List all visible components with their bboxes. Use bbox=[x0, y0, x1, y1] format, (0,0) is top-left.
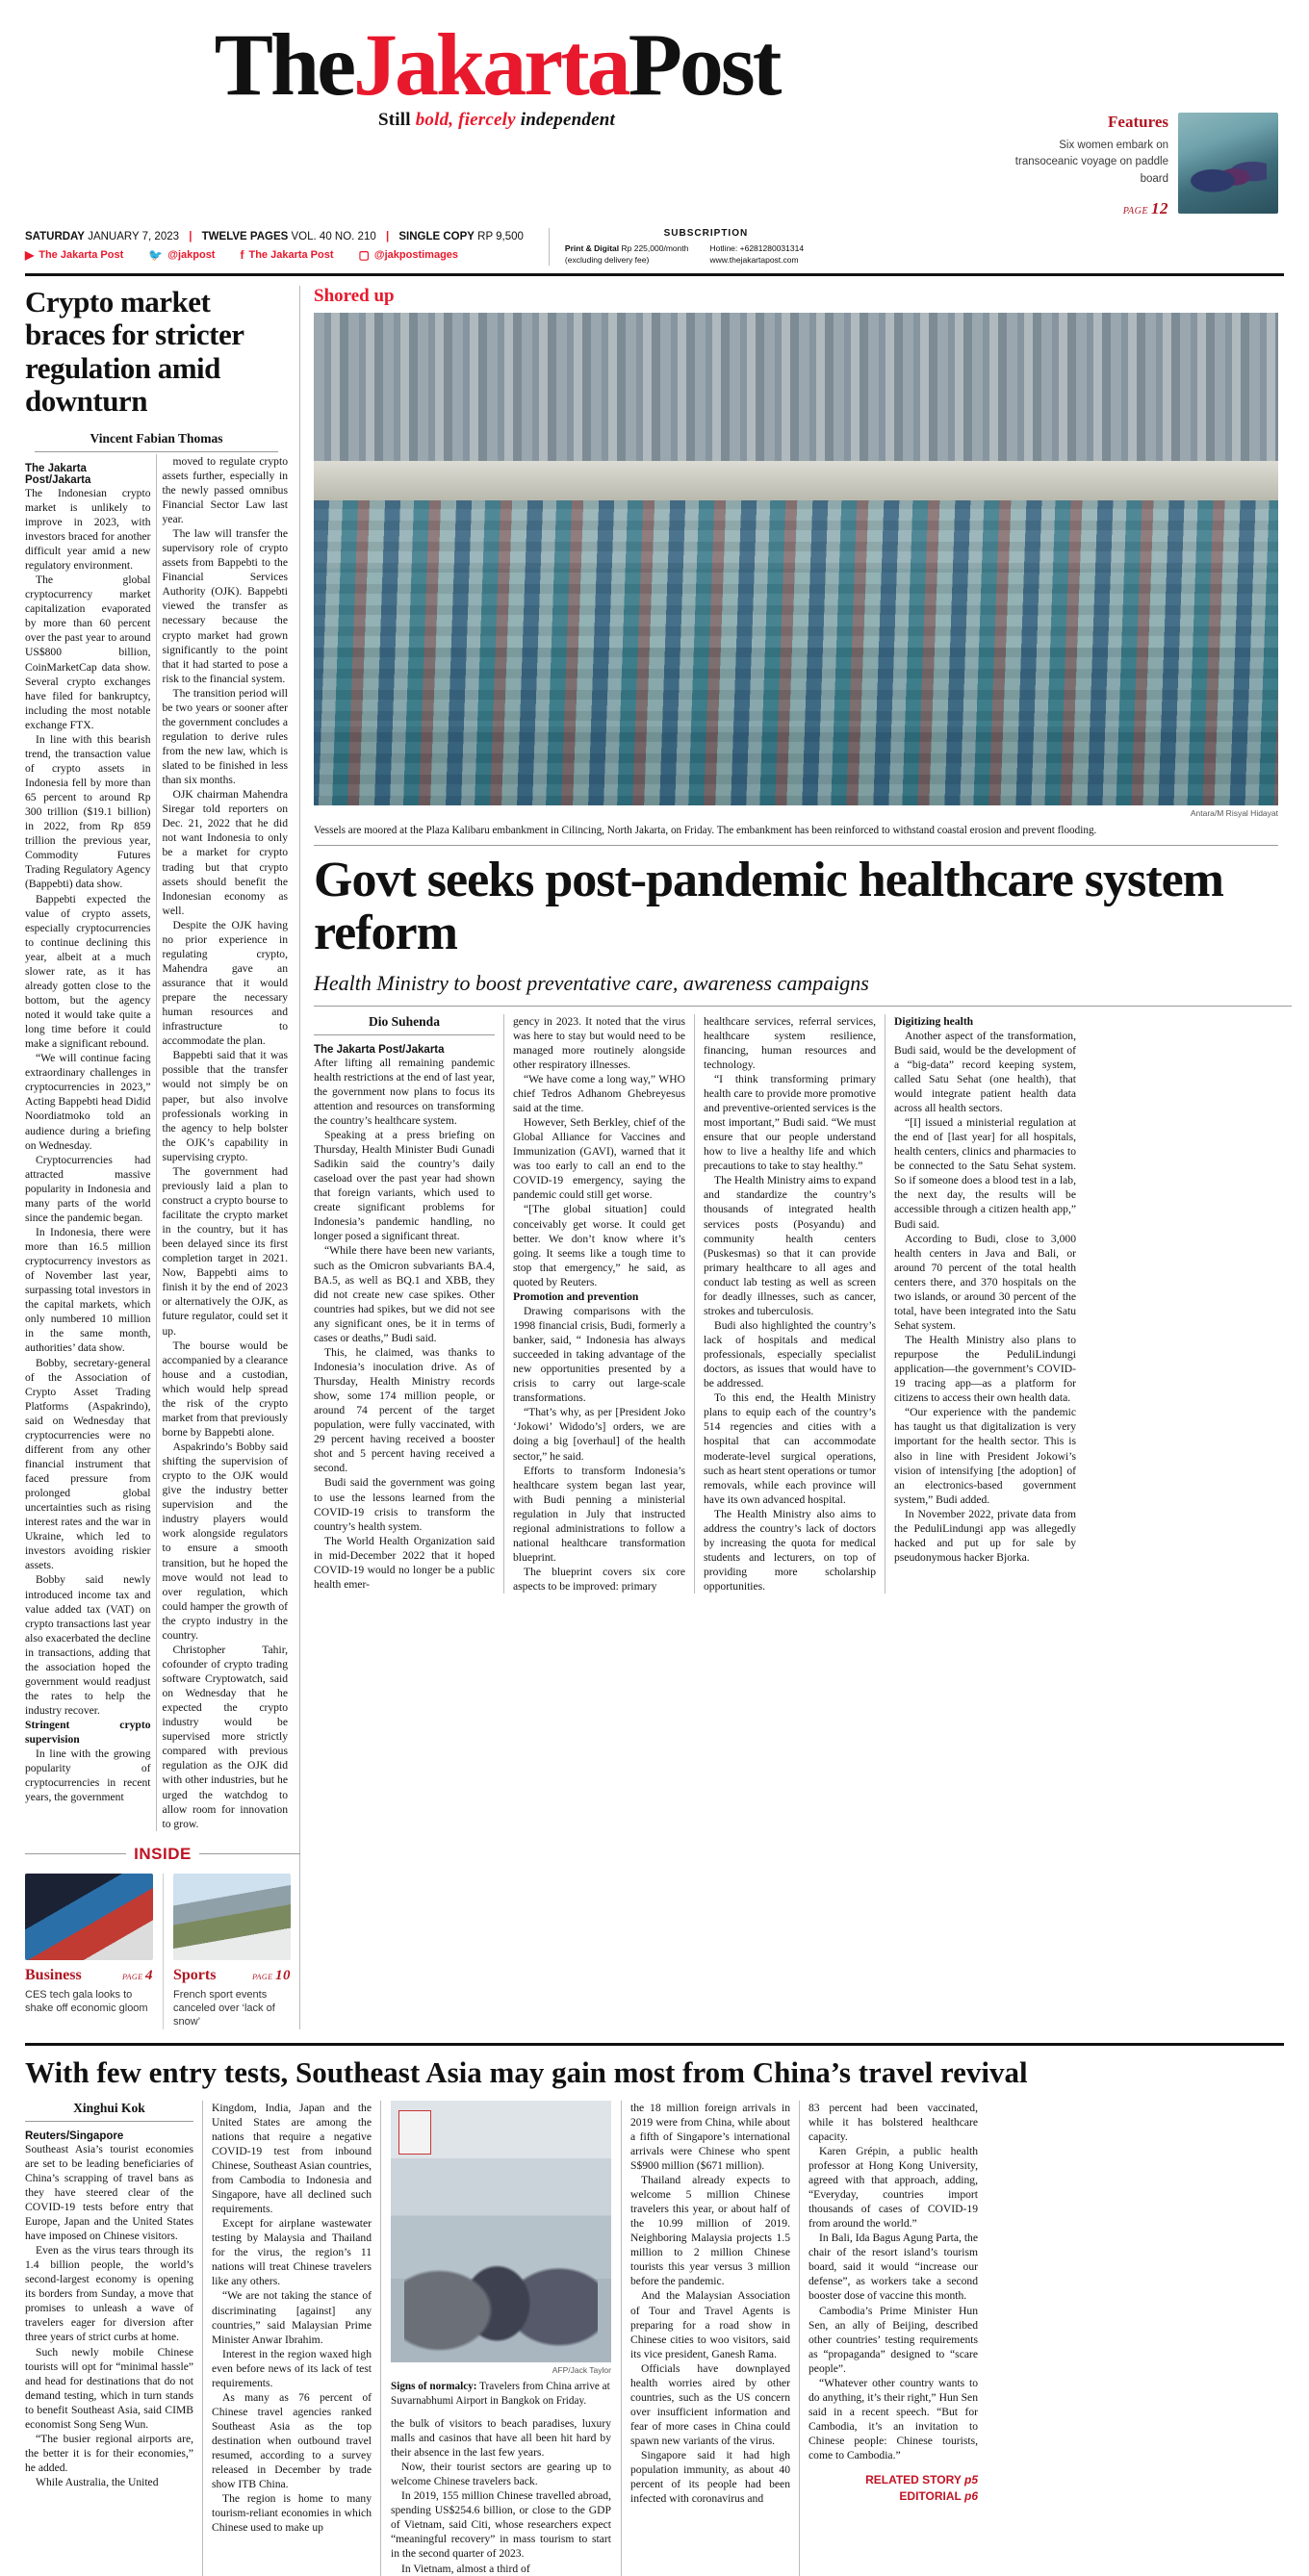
health-para: However, Seth Berkley, chief of the Global Alliance for Vaccines and Immunization (GAVI), warned that it was too early to call an end to the COVID-19 emergency, saying the pandemic could still get worse. bbox=[513, 1116, 685, 1202]
travel-para: The region is home to many tourism-reliant economies in which Chinese used to make up bbox=[212, 2492, 372, 2535]
top-section bbox=[25, 286, 1284, 2028]
subscription-hotline: Hotline: +6281280031314 bbox=[709, 242, 805, 253]
health-para: gency in 2023. It noted that the virus was here to stay but would need to be managed more routinely alongside other respiratory illnesses. bbox=[513, 1014, 685, 1071]
instagram-icon: ▢ bbox=[358, 247, 370, 262]
travel-body-1 bbox=[25, 2142, 193, 2490]
publication-info bbox=[25, 228, 533, 242]
travel-para: “We are not taking the stance of discriminating [against] any countries,” said Malaysian Prime Minister Anwar Ibrahim. bbox=[212, 2289, 372, 2346]
health-column-4 bbox=[886, 1014, 1076, 1594]
health-para: The Health Ministry also aims to address the country’s lack of doctors by increasing the quota for medical students and lecturers, on top of providing more scholarship opportunities. bbox=[704, 1507, 876, 1594]
editorial-link[interactable] bbox=[808, 2488, 978, 2505]
health-column-2 bbox=[504, 1014, 695, 1594]
crypto-para: “We will continue facing extraordinary challenges in cryptocurrencies in 2023,” Acting Bappebti head Didid Noordiatmoko told an audience during a briefing on Wednesday. bbox=[25, 1052, 151, 1152]
tagline-bold-part: bold, fiercely bbox=[415, 110, 516, 131]
photo-dock-band bbox=[314, 461, 1278, 500]
inside-label: INSIDE bbox=[134, 1844, 192, 1863]
single-copy-price: RP 9,500 bbox=[477, 230, 524, 242]
travel-body-5 bbox=[808, 2101, 978, 2463]
social-youtube[interactable] bbox=[25, 248, 123, 262]
travel-para: Except for airplane wastewater testing by Malaysia and Thailand for the virus, the region’s 11 nations will treat Chinese travelers like any others. bbox=[212, 2217, 372, 2288]
social-facebook-handle: The Jakarta Post bbox=[248, 248, 334, 261]
business-page-label: PAGE bbox=[122, 1972, 143, 1981]
travel-para: the 18 million foreign arrivals in 2019 were from China, while about a fifth of Singapore’s international arrivals were Chinese who spent S$900 million ($671 million). bbox=[630, 2101, 790, 2172]
travel-headline[interactable]: With few entry tests, Southeast Asia may gain most from China’s travel revival bbox=[25, 2054, 1028, 2089]
health-para: The Health Ministry also plans to repurpose the PeduliLindungi application—the government’s COVID-19 tracing app—as a platform for citizens to access their own health data. bbox=[894, 1334, 1076, 1405]
travel-para: Southeast Asia’s tourist economies are set to be leading beneficiaries of China’s scrapping of travel bans as they have steered clear of the COVID-19 tests before entry that Europe, Japan and the United States have imposed on Chinese visitors. bbox=[25, 2142, 193, 2243]
health-body-4 bbox=[894, 1014, 1076, 1565]
health-columns bbox=[314, 1014, 1292, 1594]
business-description: CES tech gala looks to shake off economic gloom bbox=[25, 1988, 148, 2014]
health-author: Dio Suhenda bbox=[314, 1014, 495, 1035]
travel-column-4 bbox=[622, 2101, 800, 2576]
features-text bbox=[995, 113, 1168, 218]
photo-travelers bbox=[404, 2189, 599, 2362]
crypto-para: The government had previously laid a plan to construct a crypto bourse to facilitate the crypto market in the country, but it has been delayed since its first completion target in 2021. Now, Bappebti aims to finish it by the end of 2023 or alternatively the OJK, as future regulator, could set it up. bbox=[162, 1164, 288, 1338]
health-para: In November 2022, private data from the PeduliLindungi app was allegedly hacked and put up for sale by pseudonymous hacker Bjorka. bbox=[894, 1507, 1076, 1564]
features-page-number: 12 bbox=[1151, 198, 1168, 217]
youtube-icon: ▶ bbox=[25, 247, 35, 262]
travel-para: Such newly mobile Chinese tourists will opt for “minimal hassle” and head for destinations that do not demand testing, which in turn stands to benefit Southeast Asia, said CIMB economist Song Seng Wun. bbox=[25, 2345, 193, 2431]
travel-para: In 2019, 155 million Chinese travelled abroad, spending US$254.6 billion, or close to the GDP of Vietnam, said Citi, whose researchers expect “meaningful recovery” in mass tourism to start in the second quarter of 2023. bbox=[391, 2489, 611, 2561]
health-body-1 bbox=[314, 1056, 495, 1592]
info-bar bbox=[25, 228, 1284, 267]
volume-number: VOL. 40 NO. 210 bbox=[291, 230, 376, 242]
twitter-icon: 🐦 bbox=[148, 247, 164, 262]
divider-2: | bbox=[385, 230, 390, 242]
subscription-print bbox=[565, 242, 689, 267]
inside-item-sports[interactable] bbox=[163, 1874, 291, 2029]
travel-para: Now, their tourist sectors are gearing up to welcome Chinese travelers back. bbox=[391, 2461, 611, 2488]
travel-para: Kingdom, India, Japan and the United States are among the nations that require a negative COVID-19 test from inbound Chinese, Southeast Asian countries, from Cambodia to Indonesia and Singapore, have all declined such requirements. bbox=[212, 2101, 372, 2216]
social-twitter-handle: @jakpost bbox=[167, 248, 216, 261]
crypto-body-columns bbox=[25, 454, 288, 1831]
health-para: Budi said the government was going to use the lessons learned from the COVID-19 crisis to transform the country’s health system. bbox=[314, 1476, 495, 1533]
crypto-para: moved to regulate crypto assets further, especially in the newly passed omnibus Financial Sector Law last year. bbox=[162, 454, 288, 525]
header-divider bbox=[25, 273, 1284, 276]
related-story-label: RELATED STORY bbox=[865, 2473, 962, 2487]
features-description: Six women embark on transoceanic voyage on paddle board bbox=[1014, 140, 1168, 185]
crypto-para: In line with the growing popularity of cryptocurrencies in recent years, the government bbox=[25, 1747, 151, 1804]
inside-section bbox=[25, 1845, 300, 2029]
facebook-icon: f bbox=[240, 247, 244, 262]
health-para: The World Health Organization said in mid-December 2022 that it hoped COVID-19 would no longer be a public health emer- bbox=[314, 1534, 495, 1591]
crypto-author: Vincent Fabian Thomas bbox=[35, 431, 278, 452]
health-para: “That’s why, as per [President Joko ‘Jokowi’ Widodo’s] orders, we are doing a big [overhaul] of the health sector,” he said. bbox=[513, 1406, 685, 1463]
health-para: healthcare services, referral services, healthcare system resilience, financing, human resources and technology. bbox=[704, 1014, 876, 1071]
social-facebook[interactable] bbox=[240, 248, 333, 262]
shored-photo-caption: Vessels are moored at the Plaza Kalibaru embankment in Cilincing, North Jakarta, on Friday. The embankment has been reinforced to withstand coastal erosion and prevent flooding. bbox=[314, 825, 1097, 837]
health-para: To this end, the Health Ministry plans to equip each of the country’s 514 regencies and cities with a hospital that can accommodate moderate-level surgical operations, such as heart stent operations or tumor removals, while each province will have its own advanced hospital. bbox=[704, 1391, 877, 1506]
kalibaru-photo bbox=[314, 313, 1278, 805]
subscription-print-line bbox=[565, 242, 689, 254]
crypto-para: Aspakrindo’s Bobby said shifting the supervision of crypto to the OJK would give the industry better supervision and the industry players would work alongside regulators to ensure a smooth transition, but he hoped the move would not lead to over regulation, which could hamper the growth of the crypto industry in the country. bbox=[162, 1441, 288, 1642]
features-photo bbox=[1178, 113, 1278, 214]
logo-the: The bbox=[214, 15, 354, 114]
single-copy-label: SINGLE COPY bbox=[398, 230, 475, 242]
crypto-article bbox=[25, 286, 300, 2028]
travel-source: Reuters/Singapore bbox=[25, 2130, 124, 2142]
health-para: The blueprint covers six core aspects to be improved: primary bbox=[513, 1566, 685, 1594]
business-section-label: Business bbox=[25, 1966, 82, 1983]
health-para: The Health Ministry aims to expand and standardize the country’s thousands of integrated health services posts (Posyandu) and community health centers (Puskesmas) so that it can provide primary healthcare to all ages and conduct lab testing as well as screen for deadly illnesses, such as cancer, strokes and tuberculosis. bbox=[704, 1174, 876, 1317]
sports-thumbnail bbox=[173, 1874, 291, 1960]
health-column-3 bbox=[695, 1014, 886, 1594]
health-para: “[The global situation] could conceivably get worse. It could get better. We don’t know where it’s going. It seems like a tough time to stop that emergency,” he said, as quoted by Reuters. bbox=[513, 1203, 685, 1288]
travel-body-3 bbox=[391, 2416, 611, 2576]
travel-para: Interest in the region waxed high even before news of its lack of test requirements. bbox=[212, 2347, 372, 2389]
health-subhead-digitizing: Digitizing health bbox=[894, 1014, 974, 1028]
health-para: According to Budi, close to 3,000 health centers in Java and Bali, or around 70 percent of the total health centers there, and 370 hospitals on the two islands, or around 30 percent of the total, have been integrated into the Satu Sehat system. bbox=[894, 1232, 1076, 1332]
travel-para: While Australia, the United bbox=[36, 2476, 159, 2489]
travel-para: Officials have downplayed health worries aired by other countries, such as the US concern over insufficient information and fear of more cases in China could spawn new variants of the virus. bbox=[630, 2361, 790, 2448]
health-para: This, he claimed, was thanks to Indonesia’s inoculation drive. As of Thursday, Health Ministry records show, some 174 million people, or around 74 percent of the target population, were fully vaccinated, with 29 percent having received a booster shot and 5 percent having received a second. bbox=[314, 1345, 495, 1475]
travel-para: Thailand already expects to welcome 5 million Chinese travelers this year, or about half of the 10.99 million of 2019. Neighboring Malaysia projects 1.5 million to 2 million Chinese tourists this year versus 3 million before the pandemic. bbox=[630, 2173, 790, 2288]
travel-body-2 bbox=[212, 2101, 372, 2536]
health-para: “I think transforming primary health care to provide more promotive and preventive-oriented services is the most important,” Budi said. “We must ensure that our people understand how to live a healthy life and which precautions to take to stay healthy.” bbox=[704, 1072, 876, 1173]
info-left bbox=[25, 228, 533, 262]
crypto-para: The transition period will be two years or sooner after the government concludes a regulation to derive rules from the new law, which is slated to be finished in less than six months. bbox=[162, 686, 288, 787]
logo-jakarta: Jakarta bbox=[353, 15, 629, 114]
sports-page-ref bbox=[252, 1968, 291, 1984]
health-para: “[I] issued a ministerial regulation at the end of [last year] for all hospitals, health centers, clinics and pharmacies to be connected to the Satu Sehat system. So if someone does a blood test in a lab, the next day, the results will be accessible through a citizen health app,” Budi said. bbox=[894, 1116, 1076, 1231]
subscription-print-price: Rp 225,000/month bbox=[621, 242, 689, 253]
travel-para: In Bali, Ida Bagus Agung Parta, the chair of the resort island’s tourism board, said it would “increase our defense”, as workers take a second booster dose of vaccine this month. bbox=[808, 2232, 978, 2303]
inside-item-business[interactable] bbox=[25, 1874, 153, 2029]
tagline-still: Still bbox=[378, 110, 416, 131]
social-youtube-handle: The Jakarta Post bbox=[38, 248, 124, 261]
sports-page-number: 10 bbox=[275, 1967, 291, 1983]
health-dek: Health Ministry to boost preventative care, awareness campaigns bbox=[314, 971, 1292, 1007]
travel-para: Cambodia’s Prime Minister Hun Sen, an ally of Beijing, described other countries’ testing requirements as “propaganda” designed to “scare people”. bbox=[808, 2304, 978, 2375]
logo-post: Post bbox=[628, 15, 780, 114]
crypto-para: Bobby said newly introduced income tax and value added tax (VAT) on crypto transactions last year also exacerbated the decline in transactions, adding that the association hoped the government would readjust the rates to help the industry recover. bbox=[25, 1573, 151, 1717]
crypto-subhead: Stringent crypto supervision bbox=[25, 1719, 151, 1747]
editorial-label: EDITORIAL bbox=[899, 2489, 962, 2504]
subscription-print-label: Print & Digital bbox=[564, 242, 620, 253]
masthead-tagline bbox=[25, 110, 968, 131]
travel-author: Xinghui Kok bbox=[25, 2101, 193, 2122]
business-thumbnail bbox=[25, 1874, 153, 1960]
sports-page-label: PAGE bbox=[252, 1972, 273, 1981]
photo-city-band bbox=[314, 313, 1278, 461]
health-column-1 bbox=[314, 1014, 504, 1594]
related-story-link[interactable] bbox=[808, 2472, 978, 2488]
masthead bbox=[25, 0, 1284, 218]
health-para: Another aspect of the transformation, Budi said, would be the development of a “big-data” record keeping system, called Satu Sehat (one health), that would integrate patient health data across all health sectors. bbox=[894, 1029, 1076, 1115]
shored-photo-credit: Antara/M Risyal Hidayat bbox=[1190, 808, 1278, 819]
travel-columns bbox=[25, 2101, 1284, 2576]
travel-photo-column bbox=[381, 2101, 622, 2576]
health-body-3 bbox=[704, 1014, 876, 1594]
social-links bbox=[25, 248, 533, 262]
no-entry-sign-icon bbox=[398, 2110, 431, 2155]
subscription-details bbox=[565, 242, 847, 267]
health-para: “Our experience with the pandemic has taught us that digitalization is very important for the health sector. This is also in line with President Jokowi’s vision of intensifying [the adoption] of an electronics-based government system,” Budi added. bbox=[894, 1406, 1076, 1506]
crypto-para: Cryptocurrencies had attracted massive popularity in Indonesia and many parts of the world since the pandemic began. bbox=[25, 1153, 151, 1224]
social-instagram[interactable] bbox=[359, 248, 459, 262]
sports-header bbox=[173, 1967, 291, 1984]
crypto-headline[interactable]: Crypto market braces for stricter regulation amid downturn bbox=[25, 285, 244, 418]
features-page-label: PAGE bbox=[1122, 205, 1148, 217]
travel-article bbox=[25, 2043, 1284, 2576]
subscription-website[interactable]: www.thejakartapost.com bbox=[709, 255, 799, 266]
subscription-title: SUBSCRIPTION bbox=[663, 227, 749, 239]
business-page-number: 4 bbox=[145, 1967, 153, 1983]
subscription-print-note: (excluding delivery fee) bbox=[564, 255, 650, 266]
photo-boats-band bbox=[314, 500, 1278, 805]
crypto-para: OJK chairman Mahendra Siregar told reporters on Dec. 21, 2022 that he did not want Indonesia to only be a market for crypto trading but that crypto assets should benefit the Indonesian economy as well. bbox=[162, 788, 288, 917]
photo-and-health-block bbox=[300, 286, 1278, 2028]
tagline-independent: independent bbox=[515, 110, 615, 131]
bangkok-airport-photo bbox=[391, 2101, 611, 2362]
inside-rule-left bbox=[25, 1853, 126, 1854]
crypto-para: The Indonesian crypto market is unlikely to improve in 2023, with investors braced for another difficult year amid a new regulatory environment. bbox=[25, 486, 151, 573]
crypto-para: Bobby, secretary-general of the Association of Crypto Asset Trading Platforms (Aspakrindo), said on Wednesday that cryptocurrencies were no different from any other financial instrument that faced pressure from prolonged global uncertainties such as rising interest rates and the war in Ukraine, which led to investors avoiding riskier assets. bbox=[25, 1356, 151, 1572]
crypto-para: Bappebti said that it was possible that the transfer would not simply be on paper, but also involve professionals working in the agency to help bolster the OJK’s capability in supervising crypto. bbox=[162, 1049, 288, 1163]
health-para: After lifting all remaining pandemic health restrictions at the end of last year, the government now plans to focus its attention and resources on transforming the country’s healthcare system. bbox=[314, 1056, 495, 1127]
health-para: Speaking at a press briefing on Thursday, Health Minister Budi Gunadi Sadikin said the country’s daily caseload over the past year had shown that foreign variants, which used to create significant problems for Indonesia’s pandemic handling, no longer posed a significant threat. bbox=[314, 1128, 495, 1243]
crypto-para: Bappebti expected the value of crypto assets, especially cryptocurrencies to continue declining this year, albeit at a much slower rate, as it has already gotten close to the bottom, but the agency noted it would take quite a long time before it could make a significant rebound. bbox=[25, 892, 151, 1051]
inside-header bbox=[25, 1845, 300, 1864]
travel-para: As many as 76 percent of Chinese travel agencies ranked Southeast Asia as the top destination when outbound travel resumed, according to a survey released in December by trade show ITB China. bbox=[212, 2390, 372, 2491]
travel-column-1 bbox=[25, 2101, 203, 2576]
travel-column-2 bbox=[203, 2101, 381, 2576]
health-body-2 bbox=[513, 1014, 685, 1594]
crypto-para: The law will transfer the supervisory role of crypto assets from Bappebti to the Financial Services Authority (OJK). Bappebti viewed the transfer as necessary because the crypto market had grown significantly to the point that it had started to pose a risk to the financial system. bbox=[162, 527, 288, 685]
editorial-page: p6 bbox=[963, 2489, 978, 2504]
related-links[interactable] bbox=[808, 2472, 978, 2505]
sports-section-label: Sports bbox=[173, 1966, 217, 1983]
subscription-block[interactable] bbox=[549, 228, 847, 267]
travel-para: Karen Grépin, a public health professor at Hong Kong University, agreed with that approach, adding, “Everyday, countries import thousands of cases of COVID-19 from around the world.” bbox=[808, 2144, 978, 2231]
health-subhead-promotion: Promotion and prevention bbox=[513, 1289, 639, 1303]
divider-1: | bbox=[189, 230, 192, 242]
crypto-para: Christopher Tahir, cofounder of crypto trading software Cryptowatch, said on Wednesday that he expected the crypto industry would be supervised more strictly compared with previous regulation as the OJK did with other industries, but he urged the watchdog to allow room for innovation to grow. bbox=[162, 1643, 288, 1830]
business-header bbox=[25, 1967, 153, 1984]
newspaper-logo[interactable] bbox=[25, 15, 968, 114]
business-page-ref bbox=[122, 1968, 153, 1984]
travel-para: And the Malaysian Association of Tour and Travel Agents is preparing for a road show in Chinese cities to woo visitors, said its vice president, Ganesh Rama. bbox=[630, 2289, 790, 2360]
crypto-para: The bourse would be accompanied by a clearance house and a custodian, which would help spread the risk of the crypto market from that previously borne by Bappebti alone. bbox=[162, 1339, 288, 1439]
social-twitter[interactable] bbox=[148, 248, 215, 262]
travel-photo-credit: AFP/Jack Taylor bbox=[552, 2364, 611, 2375]
travel-para: Even as the virus tears through its 1.4 billion people, the world’s second-largest economy is opening its borders from Sunday, a move that promises to unleash a wave of travelers eager for diversion after three years of strict curbs at home. bbox=[25, 2244, 193, 2344]
health-source: The Jakarta Post/Jakarta bbox=[314, 1043, 445, 1056]
health-para: “We have come a long way,” WHO chief Tedros Adhanom Ghebreyesus said at the time. bbox=[513, 1072, 685, 1115]
travel-para: the bulk of visitors to beach paradises, luxury malls and casinos that have all been hit hard by their absence in the last few years. bbox=[391, 2416, 611, 2460]
crypto-para: The global cryptocurrency market capitalization evaporated by more than 60 percent over the past year to around US$800 billion, CoinMarketCap data show. Several crypto exchanges have filed for bankruptcy, including the most notable exchange FTX. bbox=[25, 574, 151, 731]
features-promo[interactable] bbox=[995, 21, 1284, 218]
inside-items bbox=[25, 1874, 300, 2029]
travel-caption-lead: Signs of normalcy: bbox=[391, 2380, 477, 2392]
travel-para: Singapore said it had high population immunity, as about 40 percent of its people had been infected with coronavirus and bbox=[630, 2449, 790, 2506]
crypto-para: In Indonesia, there were more than 16.5 million cryptocurrency investors as of November last year, surpassing total investors in the capital markets, which only numbered 10 million in the same month, authorities’ data show. bbox=[25, 1225, 151, 1355]
travel-para: 83 percent had been vaccinated, while it has bolstered healthcare capacity. bbox=[808, 2101, 978, 2143]
health-headline[interactable]: Govt seeks post-pandemic healthcare system reform bbox=[314, 853, 1223, 960]
sports-description: French sport events canceled over ‘lack of snow’ bbox=[173, 1988, 275, 2028]
crypto-para: Despite the OJK having no prior experience in regulating crypto, Mahendra gave an assurance that it would prepare the necessary human resources and infrastructure to accommodate the plan. bbox=[162, 918, 288, 1048]
masthead-left bbox=[25, 15, 968, 131]
features-page-ref bbox=[995, 199, 1168, 218]
health-para: Efforts to transform Indonesia’s healthcare system began last year, with Budi penning a ministerial regulation in July that instructed regional administrations to follow a national healthcare transformation blueprint. bbox=[513, 1464, 685, 1564]
crypto-body bbox=[25, 454, 288, 1831]
travel-para: “The busier regional airports are, the better it is for their economies,” he added. bbox=[25, 2432, 193, 2475]
travel-para: In Vietnam, almost a third of bbox=[401, 2562, 530, 2575]
related-story-page: p5 bbox=[963, 2473, 978, 2487]
crypto-source: The Jakarta Post/Jakarta bbox=[25, 462, 91, 486]
crypto-para: In line with this bearish trend, the transaction value of crypto assets in Indonesia fell by more than 65 percent to around Rp 300 trillion ($19.1 billion) in 2022, from Rp 859 trillion the previous year, Commodity Futures Trading Regulatory Agency (Bappebti) data show. bbox=[25, 732, 151, 891]
health-para: “While there have been new variants, such as the Omicron subvariants BA.4, BA.5, as well as BQ.1 and XBB, they did not create new case spikes. Other countries had spikes, but we did not see any significant ones, be it in terms of cases or deaths,” Budi said. bbox=[314, 1244, 495, 1344]
pages-count: TWELVE PAGES bbox=[201, 230, 289, 242]
caption-divider bbox=[314, 845, 1278, 846]
social-instagram-handle: @jakpostimages bbox=[373, 248, 459, 261]
travel-column-5 bbox=[800, 2101, 978, 2576]
inside-rule-right bbox=[199, 1853, 300, 1854]
travel-photo-caption bbox=[391, 2380, 611, 2409]
health-article bbox=[314, 854, 1292, 1594]
health-para: Drawing comparisons with the 1998 financial crisis, Budi, formerly a banker, said, “ Indonesia has always succeeded in taking advantage of the new opportunities presented by a crisis to carry out large-scale transformations. bbox=[513, 1304, 685, 1405]
publication-date: JANUARY 7, 2023 bbox=[88, 230, 180, 242]
travel-caption-text: Travelers from China arrive at Suvarnabhumi Airport in Bangkok on Friday. bbox=[391, 2380, 610, 2407]
shored-up-label: Shored up bbox=[314, 286, 395, 307]
features-title: Features bbox=[1108, 113, 1168, 131]
crypto-byline-wrap bbox=[25, 431, 288, 452]
subscription-contact bbox=[709, 242, 804, 267]
travel-para: “Whatever other country wants to do anything, it’s their right,” Hun Sen said in a recent speech. “But for Cambodia, it’s an invitation to Chinese people: Chinese tourists, come to Cambodia.” bbox=[808, 2376, 978, 2462]
publication-day: SATURDAY bbox=[25, 230, 85, 242]
health-para: Budi also highlighted the country’s lack of hospitals and medical professionals, especially specialist doctors, as issues that would have to be addressed. bbox=[704, 1318, 876, 1390]
travel-body-4 bbox=[630, 2101, 790, 2507]
